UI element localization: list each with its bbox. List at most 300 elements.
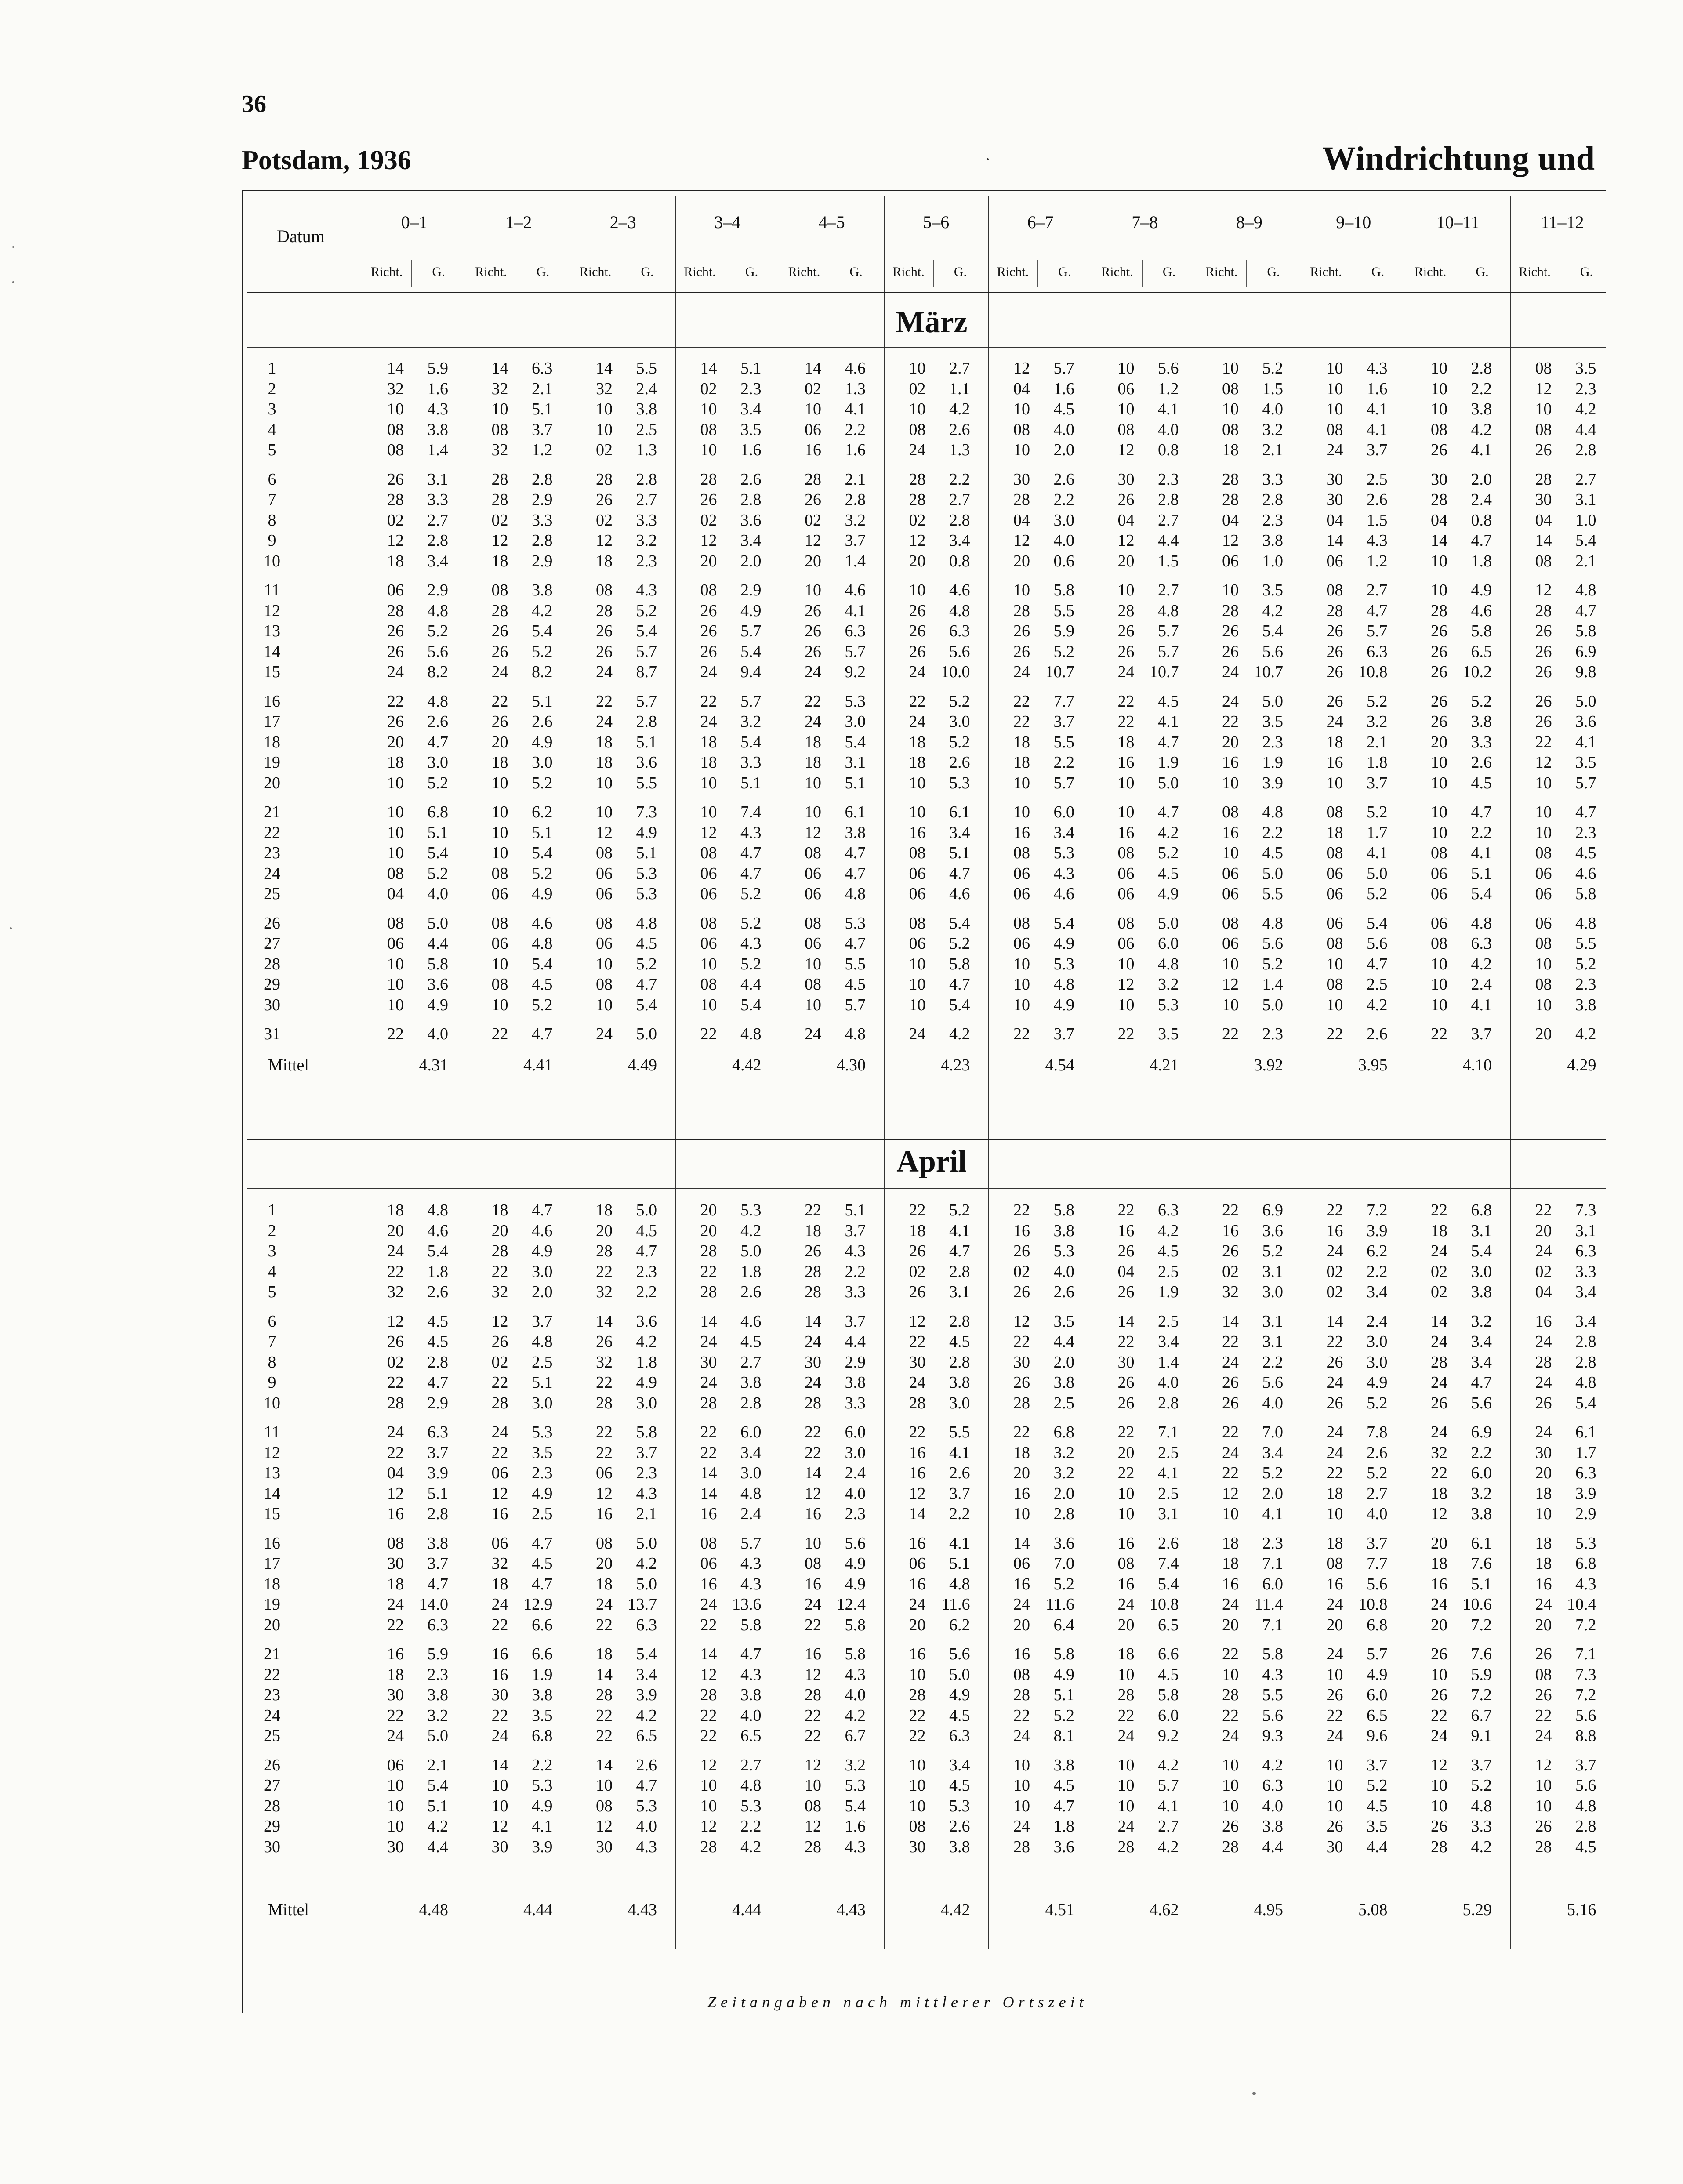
speed-cell: 2.7: [1367, 581, 1388, 599]
direction-cell: 10: [909, 803, 926, 821]
direction-cell: 08: [805, 1796, 821, 1815]
speed-cell: 2.9: [845, 1353, 866, 1371]
direction-cell: 26: [909, 1283, 926, 1301]
speed-cell: 2.7: [1158, 511, 1179, 530]
speed-cell: 4.3: [636, 1837, 657, 1856]
speed-cell: 2.6: [1471, 753, 1492, 772]
speed-cell: 4.8: [427, 601, 448, 620]
direction-cell: 10: [1013, 995, 1030, 1014]
direction-cell: 10: [700, 954, 717, 973]
speed-cell: 4.9: [1053, 1665, 1074, 1684]
speed-cell: 5.6: [1471, 1393, 1492, 1412]
direction-cell: 28: [1431, 1837, 1447, 1856]
direction-cell: 10: [491, 803, 508, 821]
speed-cell: 4.2: [532, 601, 553, 620]
speed-cell: 5.4: [532, 844, 553, 862]
speed-cell: 2.8: [636, 470, 657, 489]
speed-cell: 2.2: [1471, 379, 1492, 398]
mittel-cell: 4.44: [523, 1901, 553, 1919]
direction-cell: 10: [1431, 823, 1447, 842]
direction-cell: 22: [1535, 733, 1552, 751]
direction-cell: 08: [491, 914, 508, 932]
direction-cell: 08: [1222, 914, 1239, 932]
direction-cell: 28: [596, 470, 613, 489]
direction-cell: 08: [596, 914, 613, 932]
direction-cell: 20: [1117, 1615, 1135, 1634]
speed-cell: 1.2: [1158, 379, 1179, 398]
speed-cell: 2.6: [1158, 1534, 1179, 1553]
table-row: [242, 1422, 1606, 1442]
speed-cell: 5.3: [532, 1776, 553, 1795]
speed-subheader: G.: [641, 265, 654, 279]
direction-cell: 16: [387, 1505, 404, 1523]
direction-cell: 18: [1013, 1443, 1030, 1462]
speed-cell: 1.0: [1575, 511, 1596, 530]
speed-cell: 3.6: [1575, 712, 1596, 731]
speed-cell: 2.3: [1575, 975, 1596, 994]
speed-cell: 4.1: [1158, 1464, 1179, 1482]
speed-cell: 5.1: [740, 773, 762, 792]
speed-cell: 5.9: [427, 1645, 448, 1663]
speed-cell: 4.7: [532, 1201, 553, 1219]
speed-cell: 5.2: [949, 1201, 970, 1219]
speed-cell: 5.2: [1367, 1464, 1388, 1482]
speed-cell: 4.6: [532, 914, 553, 932]
speed-cell: 4.1: [1367, 400, 1388, 418]
direction-cell: 10: [909, 773, 926, 792]
speed-cell: 4.0: [427, 885, 448, 903]
speed-cell: 2.8: [949, 511, 970, 530]
mittel-cell: 3.95: [1358, 1056, 1388, 1074]
speed-cell: 4.8: [740, 1484, 762, 1503]
direction-cell: 10: [1117, 803, 1135, 821]
direction-cell: 30: [909, 1353, 926, 1371]
speed-cell: 4.5: [532, 975, 553, 994]
date-cell: 9: [268, 531, 276, 550]
speed-cell: 4.0: [1053, 531, 1074, 550]
speed-cell: 4.8: [845, 885, 866, 903]
direction-cell: 10: [1117, 773, 1135, 792]
direction-cell: 22: [491, 1025, 508, 1043]
direction-cell: 30: [1431, 470, 1447, 489]
speed-cell: 5.3: [1053, 1242, 1074, 1260]
direction-cell: 22: [1326, 1332, 1343, 1351]
speed-cell: 3.1: [1575, 1221, 1596, 1240]
hour-separator: [1510, 196, 1511, 1949]
direction-cell: 26: [1117, 622, 1135, 640]
speed-cell: 3.7: [1367, 773, 1388, 792]
speed-cell: 6.3: [1158, 1201, 1179, 1219]
speed-cell: 3.8: [845, 823, 866, 842]
speed-cell: 4.7: [1471, 1373, 1492, 1392]
speed-cell: 3.8: [1053, 1221, 1074, 1240]
direction-cell: 10: [1431, 1796, 1447, 1815]
speed-cell: 7.2: [1471, 1615, 1492, 1634]
direction-cell: 26: [1535, 1645, 1552, 1663]
speed-cell: 3.7: [427, 1554, 448, 1573]
date-cell: 22: [264, 823, 280, 842]
direction-cell: 30: [1326, 470, 1343, 489]
month-rule: [247, 1188, 1606, 1189]
speed-cell: 6.2: [532, 803, 553, 821]
direction-cell: 20: [909, 1615, 926, 1634]
speed-cell: 1.8: [740, 1262, 762, 1281]
direction-cell: 28: [1117, 1686, 1135, 1704]
speed-cell: 4.0: [1053, 1262, 1074, 1281]
direction-cell: 28: [1222, 1837, 1239, 1856]
speed-cell: 1.4: [1158, 1353, 1179, 1371]
direction-cell: 20: [1117, 551, 1135, 570]
speed-cell: 4.5: [1158, 864, 1179, 883]
direction-cell: 10: [1326, 1665, 1343, 1684]
direction-cell: 20: [1326, 1615, 1343, 1634]
speed-cell: 4.8: [949, 601, 970, 620]
direction-cell: 22: [1326, 1706, 1343, 1725]
date-cell: 12: [264, 601, 280, 620]
speed-cell: 3.3: [636, 511, 657, 530]
speed-cell: 3.1: [1262, 1312, 1283, 1331]
date-cell: 5: [268, 441, 276, 459]
direction-cell: 14: [1326, 531, 1343, 550]
direction-cell: 24: [1222, 1595, 1239, 1614]
direction-cell: 30: [700, 1353, 717, 1371]
date-cell: 7: [268, 1332, 276, 1351]
speed-cell: 11.6: [941, 1595, 970, 1614]
direction-cell: 10: [909, 1796, 926, 1815]
direction-cell: 10: [1222, 773, 1239, 792]
direction-cell: 10: [1431, 753, 1447, 772]
direction-cell: 08: [387, 441, 404, 459]
direction-cell: 22: [491, 1706, 508, 1725]
speed-cell: 5.7: [636, 692, 657, 711]
direction-cell: 08: [491, 420, 508, 439]
direction-cell: 10: [491, 823, 508, 842]
speed-cell: 6.5: [1471, 642, 1492, 661]
direction-cell: 16: [1222, 1575, 1239, 1593]
direction-cell: 18: [909, 753, 926, 772]
direction-cell: 10: [596, 803, 613, 821]
direction-cell: 08: [1222, 803, 1239, 821]
direction-cell: 08: [1535, 934, 1552, 953]
direction-cell: 18: [1117, 733, 1135, 751]
direction-cell: 18: [596, 753, 613, 772]
date-cell: 26: [264, 914, 280, 932]
speed-cell: 5.4: [949, 914, 970, 932]
direction-cell: 10: [1326, 359, 1343, 377]
direction-cell: 28: [805, 1393, 821, 1412]
speed-cell: 3.2: [845, 511, 866, 530]
date-cell: 1: [268, 359, 276, 377]
speed-cell: 2.2: [532, 1756, 553, 1774]
table-row: [242, 1837, 1606, 1857]
speed-cell: 3.8: [740, 1686, 762, 1704]
speed-cell: 4.5: [1367, 1796, 1388, 1815]
speed-cell: 3.1: [1575, 490, 1596, 509]
speed-cell: 4.2: [1575, 400, 1596, 418]
speed-cell: 4.7: [740, 1645, 762, 1663]
direction-cell: 06: [1117, 864, 1135, 883]
speed-cell: 5.7: [845, 642, 866, 661]
direction-cell: 10: [1222, 1796, 1239, 1815]
speed-cell: 2.2: [1262, 823, 1283, 842]
direction-cell: 26: [1326, 1353, 1343, 1371]
speed-cell: 5.2: [1053, 642, 1074, 661]
direction-cell: 24: [700, 663, 717, 681]
speed-cell: 2.3: [636, 551, 657, 570]
speed-cell: 4.2: [1158, 1756, 1179, 1774]
speed-cell: 2.4: [636, 379, 657, 398]
direction-cell: 28: [491, 470, 508, 489]
direction-cell: 22: [1117, 1423, 1135, 1441]
speed-cell: 3.7: [1053, 1025, 1074, 1043]
speed-cell: 2.0: [1053, 1353, 1074, 1371]
speed-cell: 6.8: [427, 803, 448, 821]
date-cell: 15: [264, 1505, 280, 1523]
speed-cell: 0.6: [1053, 551, 1074, 570]
direction-cell: 08: [1535, 975, 1552, 994]
direction-cell: 24: [491, 1727, 508, 1745]
table-row: [242, 733, 1606, 752]
speed-cell: 6.3: [845, 622, 866, 640]
direction-cell: 24: [700, 1373, 717, 1392]
direction-cell: 10: [491, 844, 508, 862]
date-cell: 17: [264, 712, 280, 731]
speed-cell: 5.8: [949, 954, 970, 973]
speed-cell: 3.5: [1575, 753, 1596, 772]
direction-cell: 26: [1431, 1393, 1447, 1412]
speed-cell: 5.0: [1158, 773, 1179, 792]
direction-cell: 10: [387, 803, 404, 821]
speed-cell: 2.7: [1158, 1817, 1179, 1836]
speed-cell: 5.3: [636, 864, 657, 883]
hour-header: 3–4: [714, 212, 741, 232]
month-label: März: [896, 305, 968, 339]
direction-cell: 24: [909, 1025, 926, 1043]
speed-cell: 5.2: [1471, 692, 1492, 711]
speed-cell: 5.2: [427, 864, 448, 883]
speed-cell: 5.3: [1158, 995, 1179, 1014]
speed-cell: 6.1: [845, 803, 866, 821]
direction-cell: 06: [1326, 914, 1343, 932]
date-cell: 10: [264, 1393, 280, 1412]
direction-cell: 08: [805, 914, 821, 932]
speed-cell: 7.0: [1262, 1423, 1283, 1441]
table-row: [242, 379, 1606, 399]
direction-cell: 16: [1013, 1575, 1030, 1593]
speed-cell: 2.0: [740, 551, 762, 570]
speed-cell: 3.7: [845, 531, 866, 550]
direction-cell: 24: [596, 1025, 613, 1043]
speed-cell: 4.3: [1262, 1665, 1283, 1684]
direction-cell: 26: [1535, 622, 1552, 640]
direction-cell: 10: [1117, 359, 1135, 377]
speed-cell: 6.8: [1575, 1554, 1596, 1573]
direction-cell: 22: [805, 1201, 821, 1219]
direction-cell: 16: [1326, 1575, 1343, 1593]
speed-cell: 6.3: [1262, 1776, 1283, 1795]
speed-cell: 3.6: [427, 975, 448, 994]
direction-cell: 24: [700, 712, 717, 731]
direction-cell: 10: [1222, 1665, 1239, 1684]
direction-cell: 10: [1222, 1505, 1239, 1523]
speed-cell: 2.5: [636, 420, 657, 439]
direction-cell: 22: [1431, 1706, 1447, 1725]
direction-cell: 08: [1117, 420, 1135, 439]
date-cell: 29: [264, 975, 280, 994]
direction-cell: 24: [1222, 663, 1239, 681]
direction-cell: 02: [596, 441, 613, 459]
dir-subheader: Richt.: [892, 265, 925, 279]
speed-cell: 5.2: [1367, 1393, 1388, 1412]
speed-cell: 3.2: [1053, 1443, 1074, 1462]
table-row: [242, 1373, 1606, 1392]
speed-cell: 4.2: [1471, 420, 1492, 439]
speed-cell: 3.6: [1053, 1534, 1074, 1553]
mittel-cell: 5.29: [1462, 1901, 1492, 1919]
table-row: [242, 843, 1606, 863]
direction-cell: 26: [1431, 663, 1447, 681]
speed-cell: 5.4: [740, 995, 762, 1014]
direction-cell: 06: [596, 934, 613, 953]
speed-cell: 5.8: [740, 1615, 762, 1634]
speed-cell: 2.8: [532, 470, 553, 489]
direction-cell: 16: [491, 1665, 508, 1684]
direction-cell: 18: [596, 1575, 613, 1593]
direction-cell: 22: [387, 1706, 404, 1725]
direction-cell: 32: [1222, 1283, 1239, 1301]
direction-cell: 12: [1013, 1312, 1030, 1331]
speed-cell: 1.8: [636, 1353, 657, 1371]
speed-cell: 5.1: [532, 1373, 553, 1392]
speed-cell: 4.1: [1158, 400, 1179, 418]
table-row: [242, 1685, 1606, 1705]
speed-cell: 5.6: [427, 642, 448, 661]
speed-cell: 5.6: [1262, 1706, 1283, 1725]
speed-cell: 6.5: [1367, 1706, 1388, 1725]
speed-cell: 5.2: [427, 622, 448, 640]
speed-cell: 1.6: [740, 441, 762, 459]
speed-cell: 5.0: [1158, 914, 1179, 932]
speed-cell: 4.8: [636, 914, 657, 932]
direction-cell: 28: [1013, 601, 1030, 620]
direction-cell: 10: [1431, 995, 1447, 1014]
speed-cell: 2.6: [532, 712, 553, 731]
direction-cell: 24: [1117, 1817, 1135, 1836]
speed-cell: 8.7: [636, 663, 657, 681]
speed-cell: 5.0: [1575, 692, 1596, 711]
direction-cell: 12: [387, 531, 404, 550]
speed-cell: 4.0: [1158, 1373, 1179, 1392]
speed-cell: 2.8: [1053, 1505, 1074, 1523]
speed-cell: 4.2: [636, 1554, 657, 1573]
speed-cell: 2.6: [427, 1283, 448, 1301]
direction-cell: 24: [805, 1373, 821, 1392]
direction-cell: 10: [1117, 581, 1135, 599]
direction-cell: 26: [387, 470, 404, 489]
speed-cell: 7.0: [1053, 1554, 1074, 1573]
speed-cell: 4.4: [1575, 420, 1596, 439]
direction-cell: 30: [1117, 1353, 1135, 1371]
speed-cell: 2.5: [1158, 1312, 1179, 1331]
direction-cell: 10: [387, 844, 404, 862]
speed-cell: 3.8: [1262, 1817, 1283, 1836]
direction-cell: 10: [1326, 1776, 1343, 1795]
direction-cell: 10: [387, 1817, 404, 1836]
speed-cell: 1.8: [1053, 1817, 1074, 1836]
speed-cell: 3.3: [427, 490, 448, 509]
table-row: [242, 1443, 1606, 1462]
direction-cell: 24: [1535, 1727, 1552, 1745]
direction-cell: 22: [805, 1727, 821, 1745]
direction-cell: 26: [387, 642, 404, 661]
speed-cell: 9.6: [1367, 1727, 1388, 1745]
direction-cell: 28: [1013, 490, 1030, 509]
speed-cell: 2.3: [1262, 733, 1283, 751]
direction-cell: 10: [700, 995, 717, 1014]
direction-cell: 26: [1222, 622, 1239, 640]
date-cell: 11: [264, 581, 280, 599]
direction-cell: 08: [805, 844, 821, 862]
speed-cell: 2.7: [949, 490, 970, 509]
speed-cell: 6.5: [740, 1727, 762, 1745]
direction-cell: 18: [700, 753, 717, 772]
speed-cell: 6.3: [1575, 1242, 1596, 1260]
wind-table: [242, 190, 1606, 2013]
speed-cell: 4.5: [1262, 844, 1283, 862]
speed-cell: 1.7: [1575, 1443, 1596, 1462]
speed-cell: 4.4: [740, 975, 762, 994]
speed-cell: 3.0: [949, 712, 970, 731]
speed-cell: 2.2: [1262, 1353, 1283, 1371]
direction-cell: 26: [1013, 1373, 1030, 1392]
direction-cell: 28: [700, 1393, 717, 1412]
date-cell: 11: [264, 1423, 280, 1441]
speed-cell: 3.5: [740, 420, 762, 439]
direction-cell: 28: [700, 1837, 717, 1856]
speed-cell: 6.2: [1367, 1242, 1388, 1260]
direction-cell: 20: [1013, 1615, 1030, 1634]
speed-cell: 6.6: [532, 1645, 553, 1663]
direction-cell: 16: [387, 1645, 404, 1663]
direction-cell: 24: [1535, 1595, 1552, 1614]
direction-cell: 06: [909, 885, 926, 903]
speed-cell: 8.8: [1575, 1727, 1596, 1745]
direction-cell: 18: [1222, 441, 1239, 459]
direction-cell: 08: [387, 1534, 404, 1553]
direction-cell: 08: [1431, 934, 1447, 953]
speed-cell: 3.9: [1367, 1221, 1388, 1240]
speed-cell: 4.1: [1262, 1505, 1283, 1523]
direction-cell: 28: [491, 601, 508, 620]
mittel-cell: 4.51: [1045, 1901, 1074, 1919]
direction-cell: 22: [1222, 1025, 1239, 1043]
speed-cell: 4.9: [845, 1575, 866, 1593]
direction-cell: 10: [700, 1776, 717, 1795]
speed-cell: 2.3: [532, 1464, 553, 1482]
direction-cell: 08: [1431, 420, 1447, 439]
speed-cell: 2.6: [740, 470, 762, 489]
speed-cell: 5.1: [949, 1554, 970, 1573]
direction-cell: 26: [1535, 692, 1552, 711]
month-label: April: [896, 1145, 967, 1179]
speed-subheader: G.: [1162, 265, 1176, 279]
direction-cell: 02: [909, 1262, 926, 1281]
speed-cell: 4.4: [1367, 1837, 1388, 1856]
speed-cell: 6.0: [1053, 803, 1074, 821]
speed-cell: 4.5: [1158, 1242, 1179, 1260]
mittel-cell: 5.16: [1567, 1901, 1596, 1919]
speed-cell: 4.6: [427, 1221, 448, 1240]
